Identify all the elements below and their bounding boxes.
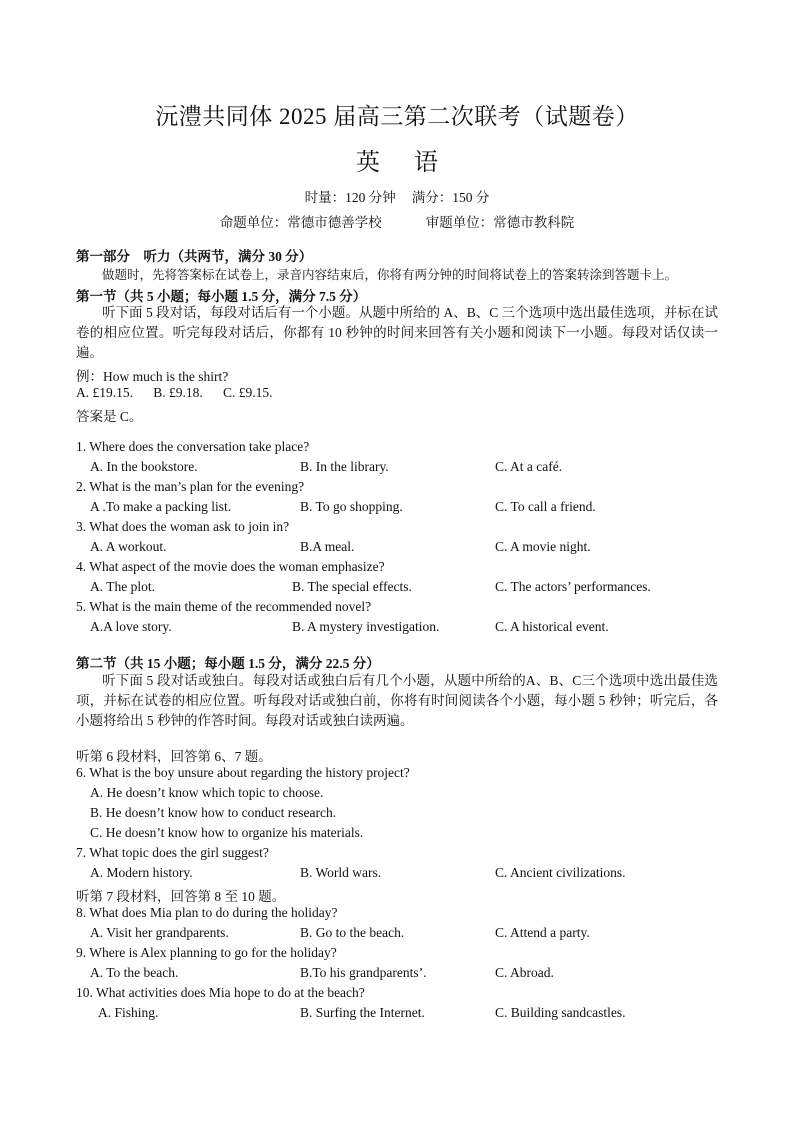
q7-option-b: B. World wars.	[300, 865, 382, 880]
q4-option-c: C. The actors’ performances.	[495, 579, 651, 594]
q9-option-c: C. Abroad.	[495, 965, 554, 980]
q2-option-c: C. To call a friend.	[495, 499, 596, 514]
question-9: 9. Where is Alex planning to go for the holiday?	[76, 945, 337, 960]
example-answer: 答案是 C。	[76, 409, 143, 424]
q2-option-b: B. To go shopping.	[300, 499, 403, 514]
q1-option-a: A. In the bookstore.	[90, 459, 198, 474]
author-unit: 命题单位：常德市德善学校	[219, 215, 382, 230]
subject-char-2: 语	[414, 150, 438, 176]
example-options: A. £19.15. B. £9.18. C. £9.15.	[76, 385, 273, 400]
q3-option-c: C. A movie night.	[495, 539, 591, 554]
q3-option-b: B.A meal.	[300, 539, 355, 554]
q5-option-a: A.A love story.	[90, 619, 172, 634]
time-score-line	[0, 186, 794, 206]
q9-option-a: A. To the beach.	[90, 965, 179, 980]
q5-option-c: C. A historical event.	[495, 619, 609, 634]
q5-option-b: B. A mystery investigation.	[292, 619, 440, 634]
part1-heading: 第一部分 听力（共两节，满分 30 分）	[76, 249, 313, 264]
section1-heading: 第一节（共 5 小题；每小题 1.5 分，满分 7.5 分）	[76, 289, 367, 304]
q3-option-a: A. A workout.	[90, 539, 167, 554]
units-line	[0, 211, 794, 231]
review-unit: 审题单位：常德市教科院	[425, 215, 575, 230]
question-4: 4. What aspect of the movie does the woman emphasize?	[76, 559, 385, 574]
q6-option-a: A. He doesn’t know which topic to choose.	[90, 785, 324, 800]
subject-char-1: 英	[356, 150, 380, 176]
q10-option-a: A. Fishing.	[98, 1005, 159, 1020]
time-label: 时量：120 分钟	[304, 190, 396, 205]
q4-option-a: A. The plot.	[90, 579, 155, 594]
q1-option-b: B. In the library.	[300, 459, 389, 474]
q1-option-c: C. At a café.	[495, 459, 563, 474]
part1-instruction: 做题时，先将答案标在试卷上，录音内容结束后，你将有两分钟的时间将试卷上的答案转涂到答题卡上。	[102, 268, 678, 282]
subject-title	[0, 142, 794, 177]
q10-option-c: C. Building sandcastles.	[495, 1005, 626, 1020]
score-label: 满分：150 分	[411, 190, 490, 205]
question-5: 5. What is the main theme of the recommended novel?	[76, 599, 372, 614]
exam-title: 沅澧共同体 2025 届高三第二次联考（试题卷）	[155, 104, 639, 129]
question-1: 1. Where does the conversation take place?	[76, 439, 310, 454]
q7-option-a: A. Modern history.	[90, 865, 193, 880]
question-7: 7. What topic does the girl suggest?	[76, 845, 269, 860]
question-8: 8. What does Mia plan to do during the holiday?	[76, 905, 338, 920]
q9-option-b: B.To his grandparents’.	[300, 965, 427, 980]
q8-option-b: B. Go to the beach.	[300, 925, 405, 940]
material-7-label: 听第 7 段材料，回答第 8 至 10 题。	[76, 889, 286, 904]
q6-option-c: C. He doesn’t know how to organize his materials.	[90, 825, 364, 840]
section2-instruction: 听下面 5 段对话或独白。每段对话或独白后有几个小题，从题中所给的A、B、C三个选项中选出最佳选项，并标在试卷的相应位置。听每段对话或独白前，你将有时间阅读各个小题，每小题 5 秒钟；听完后，各小题将给出 5 秒钟的作答时间。每段对话或独白读两遍。	[76, 673, 718, 728]
question-6: 6. What is the boy unsure about regarding the history project?	[76, 765, 410, 780]
q4-option-b: B. The special effects.	[292, 579, 412, 594]
q8-option-c: C. Attend a party.	[495, 925, 590, 940]
q7-option-c: C. Ancient civilizations.	[495, 865, 626, 880]
example-question: 例：How much is the shirt?	[76, 369, 229, 384]
q6-option-b: B. He doesn’t know how to conduct research.	[90, 805, 337, 820]
q10-option-b: B. Surfing the Internet.	[300, 1005, 425, 1020]
q2-option-a: A .To make a packing list.	[90, 499, 232, 514]
section1-instruction: 听下面 5 段对话，每段对话后有一个小题。从题中所给的 A、B、C 三个选项中选出最佳选项，并标在试卷的相应位置。听完每段对话后，你都有 10 秒钟的时间来回答有关小题和阅读下一小题。每段对话仅读一遍。	[76, 305, 718, 360]
section2-heading: 第二节（共 15 小题；每小题 1.5 分，满分 22.5 分）	[76, 656, 380, 671]
question-2: 2. What is the man’s plan for the evening?	[76, 479, 305, 494]
question-10: 10. What activities does Mia hope to do at the beach?	[76, 985, 365, 1000]
question-3: 3. What does the woman ask to join in?	[76, 519, 290, 534]
material-6-label: 听第 6 段材料，回答第 6、7 题。	[76, 749, 272, 764]
q8-option-a: A. Visit her grandparents.	[90, 925, 229, 940]
